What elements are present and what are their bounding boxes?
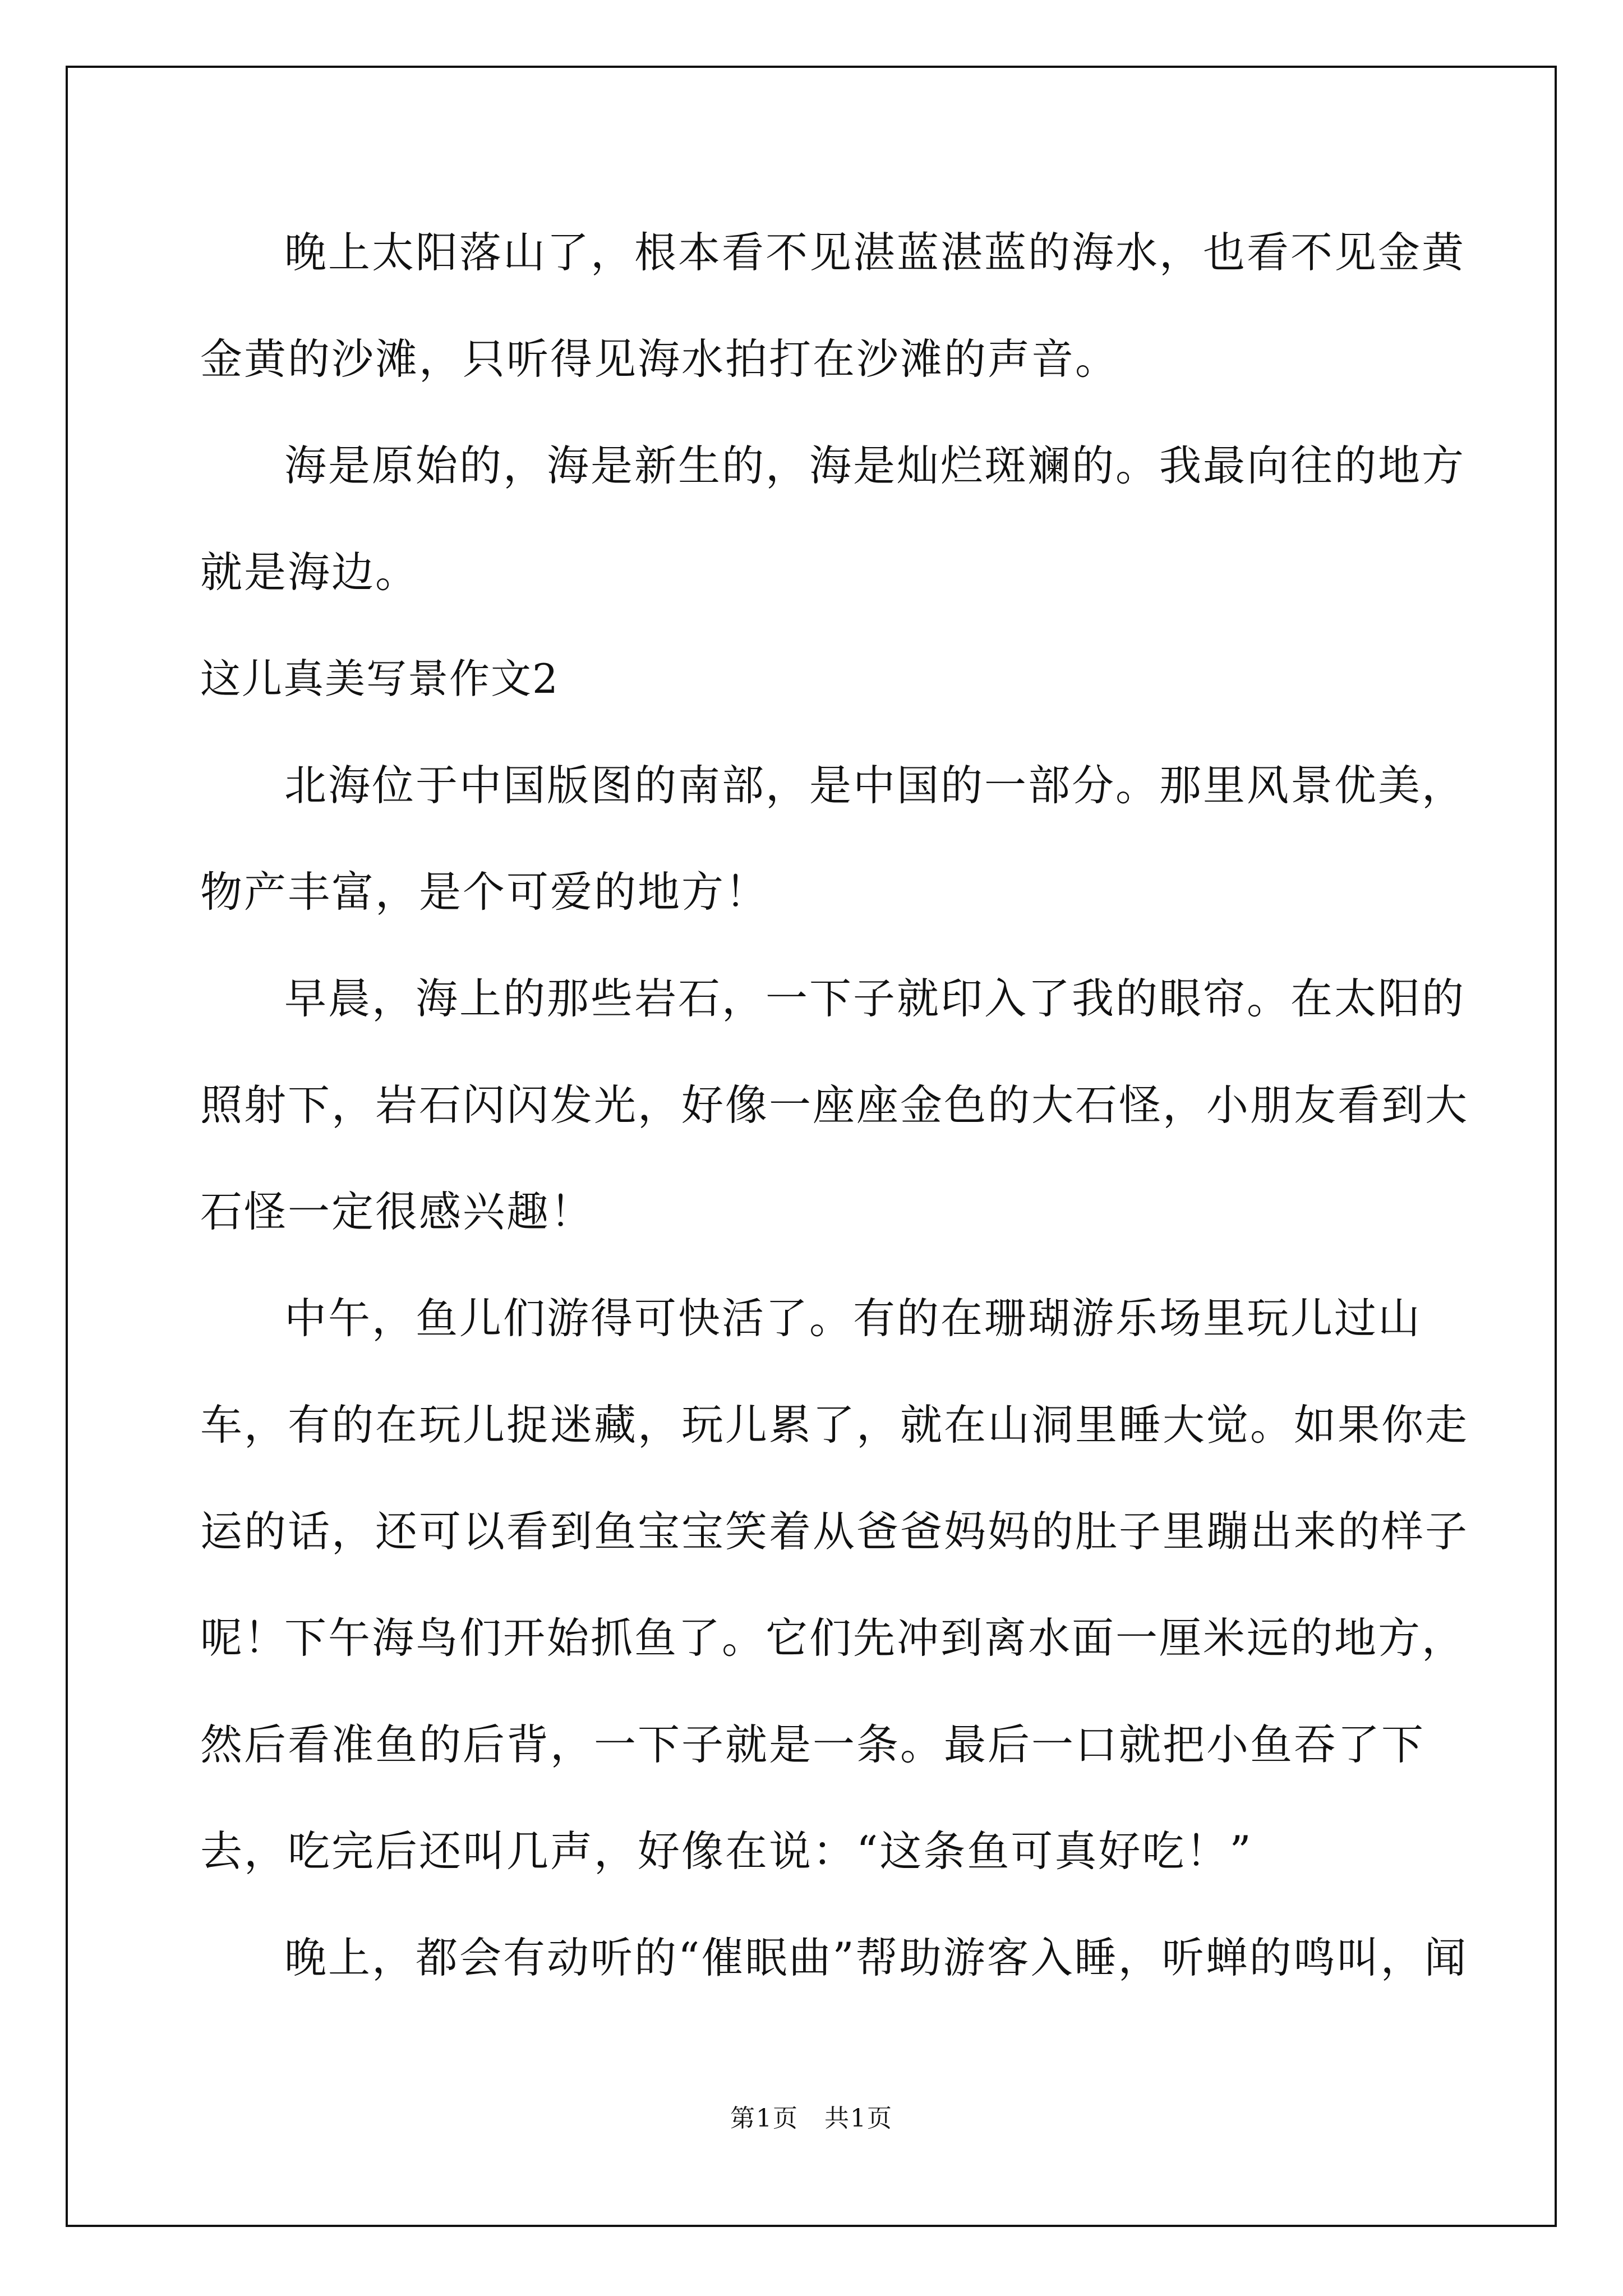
page-footer	[0, 2098, 1623, 2134]
paragraph-6: 下午海鸟们开始抓鱼了。它们先冲到离水面一厘米远的地方，然后看准鱼的后背，一下子就是一条。最后一口就把小鱼吞了下去，吃完后还叫几声，好像在说：“这条鱼可真好吃！”	[200, 1613, 1466, 1876]
section-heading: 这儿真美写景作文2	[200, 655, 559, 702]
paragraph-3: 北海位于中国版图的南部，是中国的一部分。那里风景优美，物产丰富，是个可爱的地方！	[200, 761, 1466, 917]
page-number-label: 第1页 共1页	[730, 2104, 893, 2133]
paragraph-5: 中午，鱼儿们游得可快活了。有的在珊瑚游乐场里玩儿过山车，有的在玩儿捉迷藏，玩儿累了，就在山洞里睡大觉。如果你走运的话，还可以看到鱼宝宝笑着从爸爸妈妈的肚子里蹦出来的样子呢！	[200, 1294, 1469, 1663]
paragraph-4: 早晨，海上的那些岩石，一下子就印入了我的眼帘。在太阳的照射下，岩石闪闪发光，好像一座座金色的大石怪，小朋友看到大石怪一定很感兴趣！	[200, 974, 1469, 1236]
paragraph-7: 晚上，都会有动听的“催眠曲”帮助游客入睡，听蝉的鸣叫，闻	[284, 1933, 1468, 1982]
paragraph-2: 海是原始的，海是新生的，海是灿烂斑斓的。我最向往的地方就是海边。	[200, 441, 1466, 597]
paragraph-1: 晚上太阳落山了，根本看不见湛蓝湛蓝的海水，也看不见金黄金黄的沙滩，只听得见海水拍打在沙滩的声音。	[200, 228, 1466, 384]
